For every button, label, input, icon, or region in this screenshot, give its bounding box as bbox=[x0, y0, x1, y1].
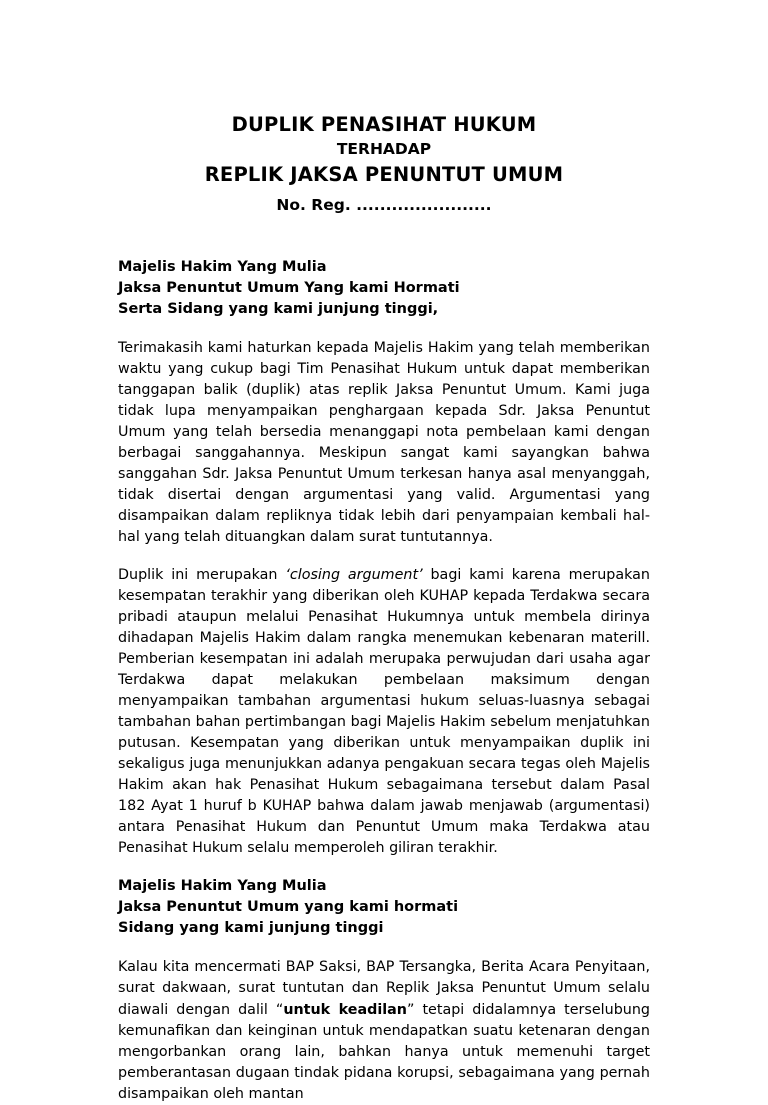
paragraph-3-quote-close: ” bbox=[406, 1001, 415, 1018]
paragraph-3-part-1: Kalau kita mencermati BAP Saksi, BAP Tersangka, Berita Acara Penyitaan, surat dakwaan, surat tuntutan dan Replik Jaksa Penuntut Umum selalu diawali dengan dalil bbox=[118, 959, 650, 1018]
paragraph-2 bbox=[118, 565, 650, 859]
salutation-1-line-3: Serta Sidang yang kami junjung tinggi, bbox=[118, 301, 439, 318]
paragraph-2-italic-closing-argument: ‘closing argument’ bbox=[285, 567, 423, 584]
salutation-block-1 bbox=[118, 257, 650, 320]
salutation-2-line-2: Jaksa Penuntut Umum yang kami hormati bbox=[118, 899, 459, 916]
paragraph-3 bbox=[118, 957, 650, 1104]
salutation-1-line-2: Jaksa Penuntut Umum Yang kami Hormati bbox=[118, 280, 460, 297]
salutation-2-line-1: Majelis Hakim Yang Mulia bbox=[118, 878, 327, 895]
paragraph-1: Terimakasih kami haturkan kepada Majelis Hakim yang telah memberikan waktu yang cukup bagi Tim Penasihat Hukum untuk dapat memberikan tanggapan balik (duplik) atas replik Jaksa Penuntut Umum. Kami juga tidak lupa menyampaikan penghargaan kepada Sdr. Jaksa Penuntut Umum yang telah bersedia menanggapi nota pembelaan kami dengan berbagai sanggahannya. Meskipun sangat kami sayangkan bahwa sanggahan Sdr. Jaksa Penuntut Umum terkesan hanya asal menyanggah, tidak disertai dengan argumentasi yang valid. Argumentasi yang disampaikan dalam repliknya tidak lebih dari penyampaian kembali hal-hal yang telah dituangkan dalam surat tuntutannya. bbox=[118, 340, 650, 546]
paragraph-3-bold-untuk-keadilan: untuk keadilan bbox=[283, 1001, 407, 1018]
page-title: DUPLIK PENASIHAT HUKUM bbox=[231, 113, 537, 136]
title-registration-number: No. Reg. ....................... bbox=[276, 196, 492, 215]
paragraph-2-part-1: Duplik ini merupakan bbox=[118, 567, 286, 584]
title-subline-terhadap: TERHADAP bbox=[336, 140, 432, 159]
salutation-1-line-1: Majelis Hakim Yang Mulia bbox=[118, 259, 327, 275]
paragraph-2-part-2: bagi kami karena merupakan kesempatan terakhir yang diberikan oleh KUHAP kepada Terdakwa secara pribadi ataupun melalui Penasihat Hukumnya untuk membela dirinya dihadapan Majelis Hakim dalam rangka menemukan kebenaran materill. Pemberian kesempatan ini adalah merupaka perwujudan dari usaha agar Terdakwa dapat melakukan pembelaan maksimum dengan menyampaikan tambahan argumentasi hukum seluas-luasnya sebagai tambahan bahan pertimbangan bagi Majelis Hakim sebelum menjatuhkan putusan. Kesempatan yang diberikan untuk menyampaikan duplik ini sekaligus juga menunjukkan adanya pengakuan secara tegas oleh Majelis Hakim akan hak Penasihat Hukum sebagaimana tersebut dalam Pasal 182 Ayat 1 huruf b KUHAP bahwa dalam jawab menjawab (argumentasi) antara Penasihat Hukum dan Penuntut Umum maka Terdakwa atau Penasihat Hukum selalu memperoleh giliran terakhir. bbox=[118, 567, 650, 857]
document-title-block bbox=[118, 112, 650, 217]
title-subline-replik: REPLIK JAKSA PENUNTUT UMUM bbox=[204, 163, 564, 186]
salutation-2-line-3: Sidang yang kami junjung tinggi bbox=[118, 920, 384, 937]
salutation-block-2 bbox=[118, 876, 650, 939]
paragraph-3-quote-open: “ bbox=[275, 1001, 284, 1018]
paragraph-3-part-2: tetapi didalamnya terselubung kemunafikan dan keinginan untuk mendapatkan suatu ketenaran dengan mengorbankan orang lain, bahkan hanya untuk memenuhi target pemberantasan dugaan tindak pidana korupsi, sebagaimana yang pernah disampaikan oleh mantan bbox=[118, 1001, 650, 1102]
